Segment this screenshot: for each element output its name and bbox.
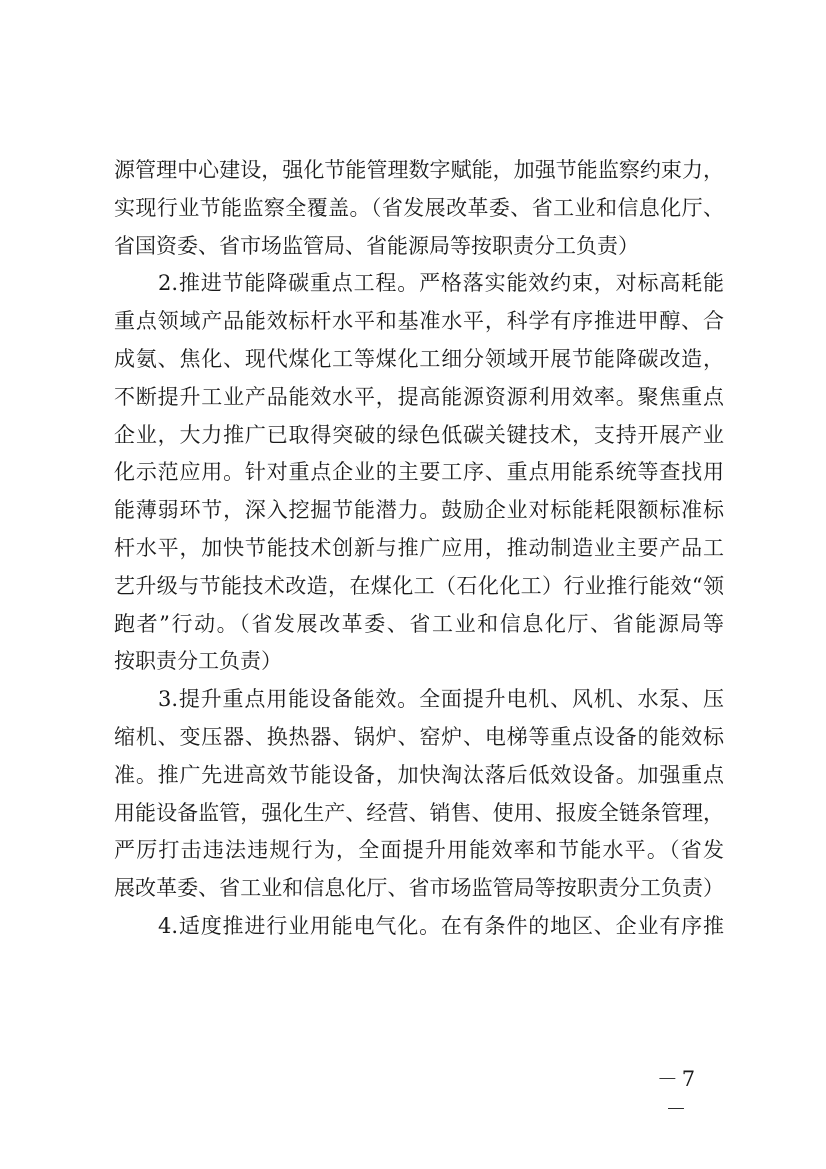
text-line: 艺升级与节能技术改造，在煤化工（石化化工）行业推行能效“领 (114, 573, 724, 598)
page-number: －7－ (656, 1067, 700, 1121)
text-line: 源管理中心建设，强化节能管理数字赋能，加强节能监察约束力， (114, 158, 724, 182)
text-line: 展改革委、省工业和信息化厅、省市场监管局等按职责分工负责） (114, 876, 724, 901)
text-line: 缩机、变压器、换热器、锅炉、窑炉、电梯等重点设备的能效标 (114, 724, 724, 749)
section-heading-line: 4.适度推进行业用能电气化。在有条件的地区、企业有序推 (158, 913, 724, 938)
section-heading-line: 2.推进节能降碳重点工程。严格落实能效约束，对标高耗能 (158, 271, 724, 296)
section-heading-line: 3.提升重点用能设备能效。全面提升电机、风机、水泵、压 (158, 687, 724, 712)
text-line: 实现行业节能监察全覆盖。（省发展改革委、省工业和信息化厅、 (114, 195, 724, 220)
text-line: 按职责分工负责） (114, 649, 282, 674)
text-line: 用能设备监管，强化生产、经营、销售、使用、报废全链条管理， (114, 800, 724, 825)
text-line: 不断提升工业产品能效水平，提高能源资源利用效率。聚焦重点 (114, 384, 724, 409)
text-line: 杆水平，加快节能技术创新与推广应用，推动制造业主要产品工 (114, 535, 724, 560)
text-line: 准。推广先进高效节能设备，加快淘汰落后低效设备。加强重点 (114, 762, 724, 787)
text-line: 严厉打击违法违规行为，全面提升用能效率和节能水平。（省发 (114, 838, 724, 863)
text-line: 跑者”行动。（省发展改革委、省工业和信息化厅、省能源局等 (114, 611, 724, 636)
text-line: 企业，大力推广已取得突破的绿色低碳关键技术，支持开展产业 (114, 422, 724, 447)
text-line: 能薄弱环节，深入挖掘节能潜力。鼓励企业对标能耗限额标准标 (114, 498, 724, 523)
text-line: 省国资委、省市场监管局、省能源局等按职责分工负责） (114, 233, 639, 258)
text-line: 成氨、焦化、现代煤化工等煤化工细分领域开展节能降碳改造， (114, 346, 724, 371)
text-line: 化示范应用。针对重点企业的主要工序、重点用能系统等查找用 (114, 460, 724, 485)
body-text (114, 152, 724, 946)
text-line: 重点领域产品能效标杆水平和基准水平，科学有序推进甲醇、合 (114, 309, 724, 334)
